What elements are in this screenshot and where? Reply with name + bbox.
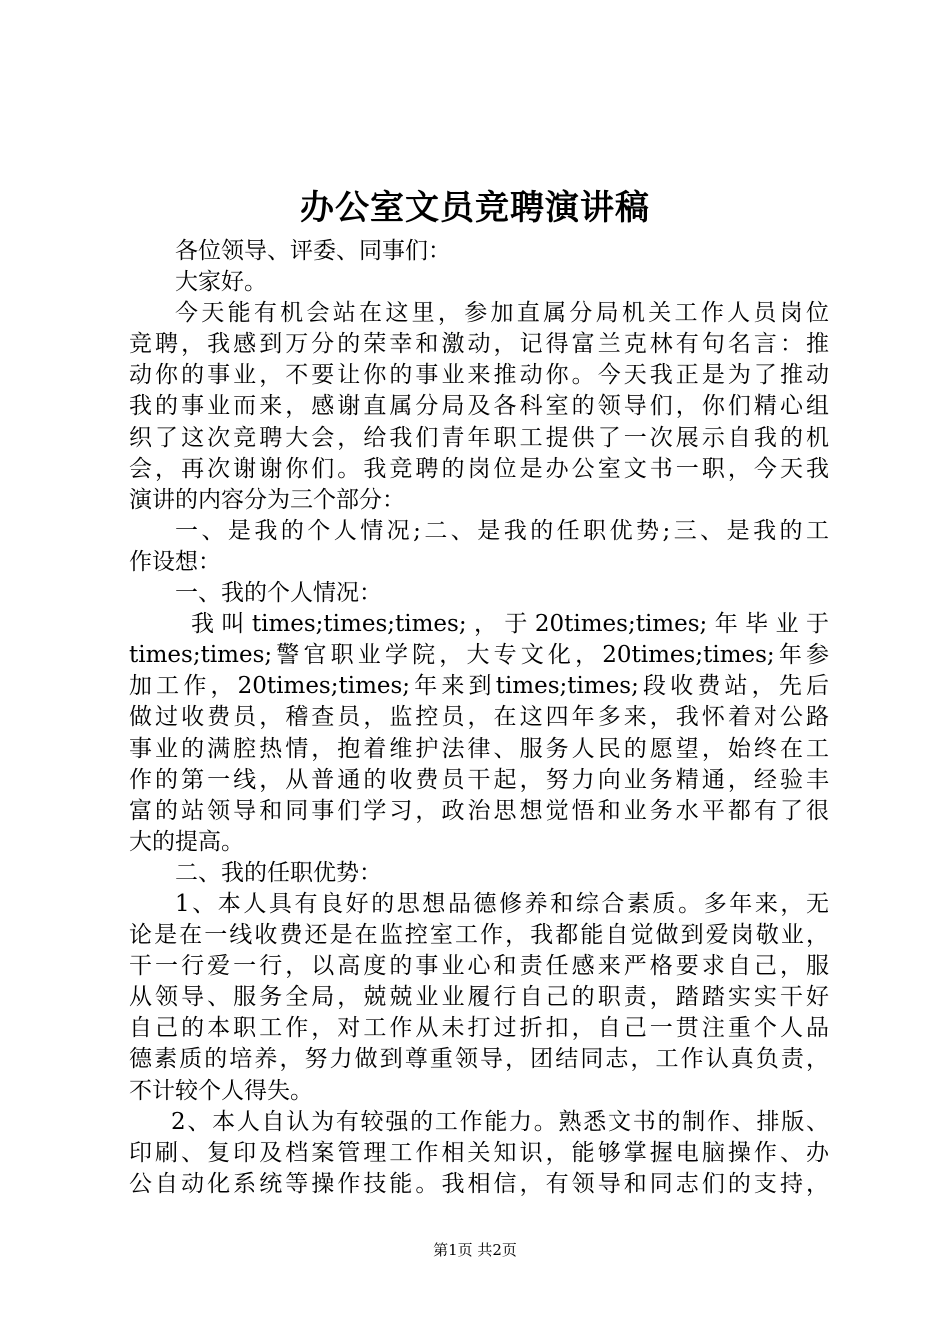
paragraph-line: 今天能有机会站在这里，参加直属分局机关工作人员岗位 [175,300,829,327]
section-heading: 二、我的任职优势： [175,859,382,886]
paragraph-line: 1、本人具有良好的思想品德修养和综合素质。多年来，无 [175,890,829,917]
paragraph-line: 会，再次谢谢你们。我竞聘的岗位是办公室文书一职，今天我 [129,455,829,482]
paragraph-line: 自己的本职工作，对工作从未打过折扣，自己一贯注重个人品 [129,1015,829,1042]
paragraph-line: 作的第一线，从普通的收费员干起，努力向业务精通，经验丰 [129,766,829,793]
paragraph-line: 干一行爱一行，以高度的事业心和责任感来严格要求自己，服 [129,953,829,980]
document-body [129,236,829,1200]
paragraph-line: 一、是我的个人情况;二、是我的任职优势;三、是我的工 [175,517,829,544]
paragraph-line: 作设想： [129,548,221,575]
paragraph-line: 做过收费员，稽查员，监控员，在这四年多来，我怀着对公路 [129,704,829,731]
greeting-line: 各位领导、评委、同事们： [175,238,451,264]
paragraph-line: times;times;警官职业学院，大专文化，20times;times;年参 [129,642,829,669]
paragraph-line: 公自动化系统等操作技能。我相信，有领导和同志们的支持， [129,1170,829,1197]
greeting-line: 大家好。 [175,269,267,296]
page-number-footer: 第1页 共2页 [433,1241,517,1259]
paragraph-line: 大的提高。 [129,828,244,855]
paragraph-line: 加工作，20times;times;年来到times;times;段收费站，先后 [129,673,829,700]
paragraph-line: 我的事业而来，感谢直属分局及各科室的领导们，你们精心组 [129,393,829,420]
page-title: 办公室文员竞聘演讲稿 [300,188,650,228]
paragraph-line: 论是在一线收费还是在监控室工作，我都能自觉做到爱岗敬业， [129,922,829,949]
paragraph-line: 我叫times;times;times;，于20times;times;年毕业于 [191,611,829,638]
paragraph-line: 织了这次竞聘大会，给我们青年职工提供了一次展示自我的机 [129,424,829,451]
section-heading: 一、我的个人情况： [175,580,382,607]
paragraph-line: 2、本人自认为有较强的工作能力。熟悉文书的制作、排版、 [171,1108,829,1135]
paragraph-line: 演讲的内容分为三个部分： [129,486,405,513]
paragraph-line: 从领导、服务全局，兢兢业业履行自己的职责，踏踏实实干好 [129,984,829,1011]
paragraph-line: 德素质的培养，努力做到尊重领导，团结同志，工作认真负责， [129,1046,829,1073]
paragraph-line: 竞聘，我感到万分的荣幸和激动，记得富兰克林有句名言：推 [129,331,829,358]
paragraph-line: 事业的满腔热情，抱着维护法律、服务人民的愿望，始终在工 [129,735,829,762]
paragraph-line: 印刷、复印及档案管理工作相关知识，能够掌握电脑操作、办 [129,1139,829,1166]
paragraph-line: 富的站领导和同事们学习，政治思想觉悟和业务水平都有了很 [129,797,829,824]
paragraph-line: 不计较个人得失。 [129,1077,313,1104]
paragraph-line: 动你的事业，不要让你的事业来推动你。今天我正是为了推动 [129,362,829,389]
